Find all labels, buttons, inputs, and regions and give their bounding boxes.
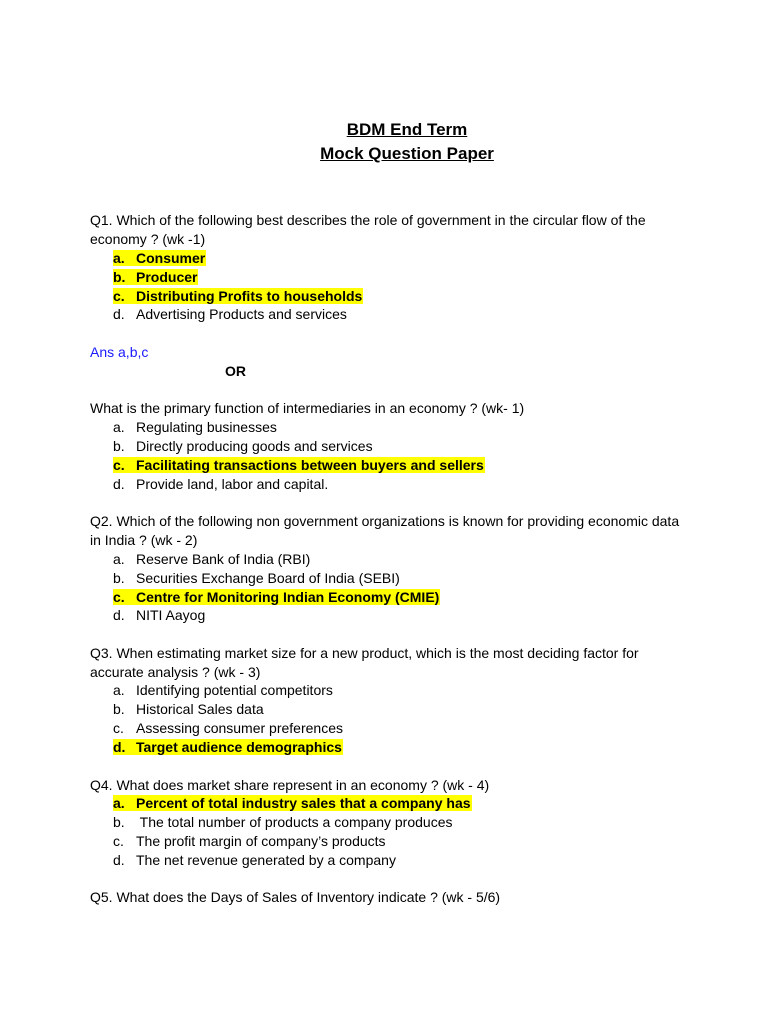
question-4-text: Q4. What does market share represent in an economy ? (wk - 4) [90,777,490,793]
question-2-option-b: b. Securities Exchange Board of India (SEBI) [113,570,400,586]
question-2-text-cont: in India ? (wk - 2) [90,532,198,548]
question-3-option-a: a. Identifying potential competitors [113,682,333,698]
or-separator: OR [225,363,246,379]
question-4-option-b: b. The total number of products a company produces [113,814,453,830]
question-3-text: Q3. When estimating market size for a new product, which is the most deciding factor for [90,645,639,661]
question-3-text-cont: accurate analysis ? (wk - 3) [90,664,261,680]
question-3-option-c: c. Assessing consumer preferences [113,720,343,736]
question-3-option-b: b. Historical Sales data [113,701,264,717]
question-1-text-cont: economy ? (wk -1) [90,231,206,247]
question-1-option-d: d. Advertising Products and services [113,306,347,322]
page-title: BDM End Term [346,120,468,139]
question-1-alt-option-a: a. Regulating businesses [113,419,277,435]
question-5-text: Q5. What does the Days of Sales of Inventory indicate ? (wk - 5/6) [90,889,501,905]
question-4-option-c: c. The profit margin of company’s products [113,833,386,849]
question-2-option-a: a. Reserve Bank of India (RBI) [113,551,311,567]
question-2-option-d: d. NITI Aayog [113,607,206,623]
question-1-text: Q1. Which of the following best describes the role of government in the circular flow of the [90,212,646,228]
question-1-alt-text: What is the primary function of intermediaries in an economy ? (wk- 1) [90,400,525,416]
question-4-option-a: a. Percent of total industry sales that a company has [113,795,471,811]
page-subtitle: Mock Question Paper [320,144,494,163]
question-1-alt-option-d: d. Provide land, labor and capital. [113,476,329,492]
question-1-option-a: a. Consumer [113,250,206,266]
question-1-answer: Ans a,b,c [90,344,149,360]
question-1-option-c: c. Distributing Profits to households [113,288,363,304]
question-1-option-b: b. Producer [113,269,198,285]
question-3-option-d: d. Target audience demographics [113,739,342,755]
question-1-alt-option-b: b. Directly producing goods and services [113,438,373,454]
question-1-alt-option-c: c. Facilitating transactions between buyers and sellers [113,457,484,473]
question-2-option-c: c. Centre for Monitoring Indian Economy (CMIE) [113,589,440,605]
question-4-option-d: d. The net revenue generated by a company [113,852,396,868]
question-2-text: Q2. Which of the following non government organizations is known for providing economic data [90,513,680,529]
